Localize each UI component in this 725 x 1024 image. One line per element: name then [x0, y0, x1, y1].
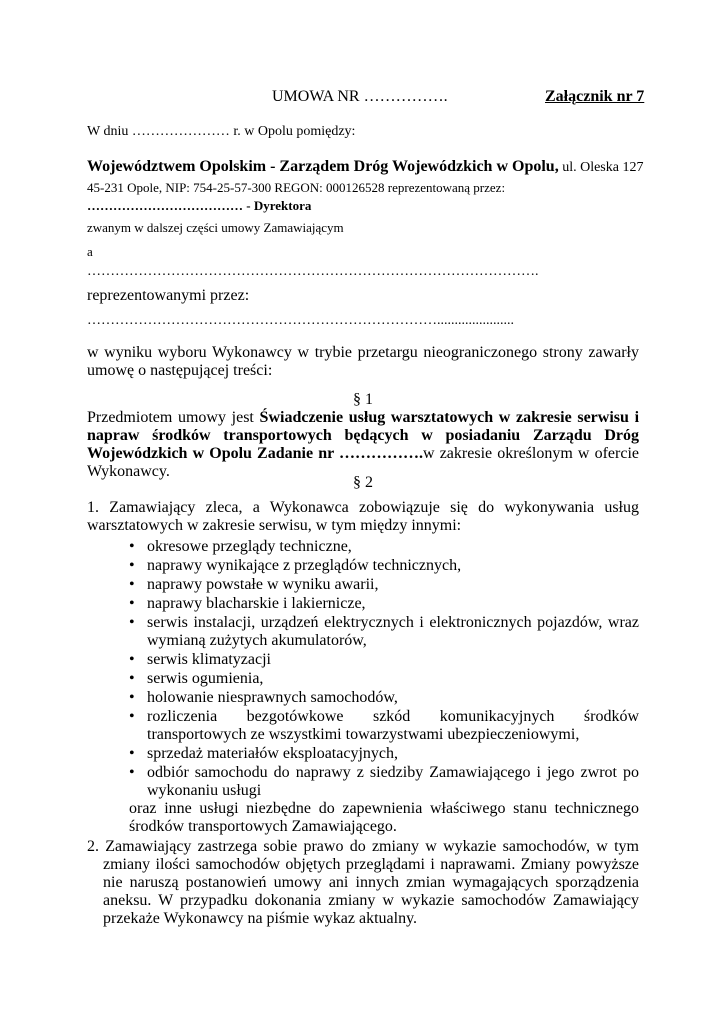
- bullet-icon: •: [129, 614, 135, 631]
- party1-line: [87, 158, 643, 176]
- party1-street: ul. Oleska 127: [558, 160, 644, 175]
- section1-mark: § 1: [353, 391, 373, 408]
- section2-mark: § 2: [353, 474, 373, 491]
- bullet-icon: •: [129, 576, 135, 593]
- represented-dots: …………………………………………………………………......................: [87, 313, 514, 328]
- bullet-icon: •: [129, 670, 135, 687]
- section2-point1: 1. Zamawiający zleca, a Wykonawca zobowiązuje się do wykonywania usług warsztatowych w zakresie serwisu, w tym między innymi:: [87, 499, 639, 534]
- bullet-icon: •: [129, 557, 135, 574]
- bullet-icon: •: [129, 745, 135, 762]
- section1-lead: Przedmiotem umowy jest: [87, 409, 260, 426]
- list-item: • holowanie niesprawnych samochodów,: [129, 689, 398, 706]
- services-list: [129, 538, 639, 801]
- list-item: • rozliczenia bezgotówkowe szkód komunikacyjnych środków transportowych ze wszystkimi towarzystwami ubezpieczeniowymi,: [129, 708, 639, 743]
- section1-body: [87, 409, 639, 481]
- director-line: [87, 198, 311, 214]
- list-item: • serwis ogumienia,: [129, 670, 264, 687]
- party1-details: 45-231 Opole, NIP: 754-25-57-300 REGON: 000126528 reprezentowaną przez:: [87, 180, 506, 195]
- director-label: Dyrektora: [253, 198, 312, 213]
- section2-point2: 2. Zamawiający zastrzega sobie prawo do zmiany w wykazie samochodów, w tym zmiany ilości samochodów objętych przeglądami i naprawami. Zmiany powyższe nie naruszą postanowień umowy ani innych zmian wymagających sporządzenia aneksu. W przypadku dokonania zmiany w wykazie samochodów Zamawiający przekaże Wykonawcy na piśmie wykaz aktualny.: [87, 838, 639, 927]
- list-item: • naprawy powstałe w wyniku awarii,: [129, 576, 379, 593]
- director-dots: ……………………………… -: [87, 198, 254, 213]
- preamble: w wyniku wyboru Wykonawcy w trybie przetargu nieograniczonego strony zawarły umowę o następującej treści:: [87, 344, 639, 379]
- section1-tail: w zakresie określonym w ofercie Wykonawcy.: [87, 445, 639, 480]
- section2-closing: oraz inne usługi niezbędne do zapewnienia właściwego stanu technicznego środków transportowych Zamawiającego.: [129, 800, 639, 835]
- list-item: • sprzedaż materiałów eksploatacyjnych,: [129, 745, 398, 762]
- list-item: • serwis instalacji, urządzeń elektrycznych i elektronicznych pojazdów, wraz wymianą zużytych akumulatorów,: [129, 614, 639, 649]
- bullet-icon: •: [129, 538, 135, 555]
- bullet-icon: •: [129, 764, 135, 781]
- contractor-dots: …………………………………………………………………………………….: [87, 264, 539, 279]
- date-line: W dniu ………………… r. w Opolu pomiędzy:: [87, 124, 356, 139]
- list-item: • naprawy wynikające z przeglądów technicznych,: [129, 557, 462, 574]
- party1-name: Województwem Opolskim - Zarządem Dróg Wojewódzkich w Opolu,: [87, 158, 559, 175]
- bullet-icon: •: [129, 595, 135, 612]
- and-line: a: [87, 244, 93, 259]
- list-item: • odbiór samochodu do naprawy z siedziby Zamawiającego i jego zwrot po wykonaniu usługi: [129, 764, 639, 799]
- contract-title: UMOWA NR …………….: [272, 88, 448, 105]
- section1-subject: Świadczenie usług warsztatowych w zakresie serwisu i napraw środków transportowych będących w posiadaniu Zarządu Dróg Wojewódzkich w Opolu Zadanie nr …………….: [87, 409, 640, 462]
- list-item: • naprawy blacharskie i lakiernicze,: [129, 595, 366, 612]
- bullet-icon: •: [129, 651, 135, 668]
- list-item: • serwis klimatyzacji: [129, 651, 271, 668]
- represented-by: reprezentowanymi przez:: [87, 287, 250, 304]
- bullet-icon: •: [129, 708, 135, 725]
- bullet-icon: •: [129, 689, 135, 706]
- attachment-label: Załącznik nr 7: [545, 88, 645, 105]
- called-line: zwanym w dalszej części umowy Zamawiającym: [87, 220, 344, 235]
- list-item: • okresowe przeglądy techniczne,: [129, 538, 352, 555]
